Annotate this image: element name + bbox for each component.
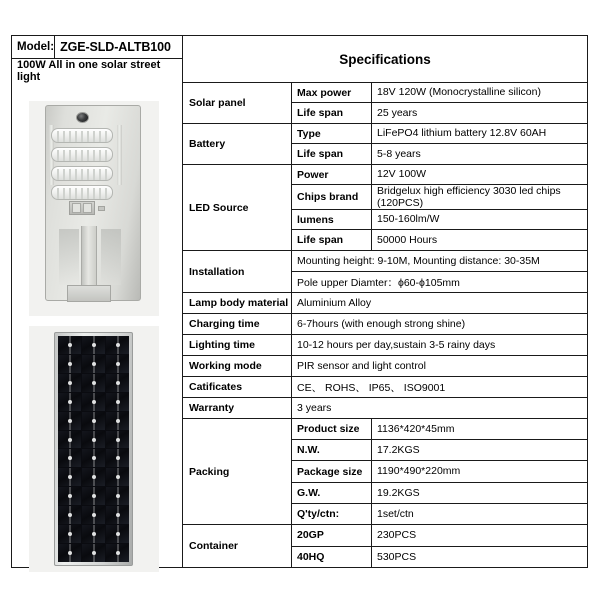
- row-value: 230PCS: [377, 529, 417, 542]
- row-value: Mounting height: 9-10M, Mounting distance: 30-35M: [297, 255, 540, 267]
- row-value: 12V 100W: [377, 168, 427, 181]
- table-row: [292, 293, 587, 313]
- model-block: [12, 36, 183, 83]
- led-module: [51, 166, 113, 181]
- table-row: [292, 504, 587, 524]
- table-header-band: [12, 36, 587, 83]
- row-value: 1136*420*45mm: [377, 423, 455, 436]
- row-value: 18V 120W (Monocrystalline silicon): [377, 86, 541, 99]
- pir-sensor-icon: [76, 112, 89, 123]
- group-label: Catificates: [183, 377, 292, 397]
- led-module: [51, 147, 113, 162]
- led-module: [51, 185, 113, 200]
- row-key: Life span: [292, 230, 372, 250]
- solar-panel-photo: [29, 326, 159, 572]
- heat-fin-right: [117, 125, 122, 185]
- table-row: [292, 83, 587, 103]
- model-row: [12, 36, 182, 59]
- table-body-band: [12, 83, 587, 567]
- row-value: 50000 Hours: [377, 233, 438, 246]
- control-box: [69, 201, 95, 215]
- table-row: [292, 398, 587, 418]
- row-key: 20GP: [292, 525, 372, 546]
- row-key: Product size: [292, 419, 372, 439]
- table-row: [292, 461, 587, 482]
- group-label: Working mode: [183, 356, 292, 376]
- table-row: [292, 251, 587, 272]
- spec-group-led-source: [183, 165, 587, 251]
- row-value: Bridgelux high efficiency 3030 led chips (120PCS): [377, 184, 561, 209]
- table-row: [292, 547, 587, 568]
- table-row: [292, 525, 587, 547]
- product-image-column: [12, 83, 183, 567]
- group-label: Solar panel: [183, 83, 292, 123]
- spec-group-container: [183, 525, 587, 568]
- row-value: [183, 568, 587, 588]
- spec-group-lighting-time: [183, 335, 587, 356]
- table-row: [292, 440, 587, 461]
- spec-group-packing: [183, 419, 587, 525]
- table-row: [292, 377, 587, 397]
- table-row: [292, 356, 587, 376]
- product-name-row: [12, 59, 182, 83]
- control-plate: [98, 206, 105, 211]
- row-value: 150-160lm/W: [377, 213, 440, 226]
- row-key: Chips brand: [292, 185, 372, 209]
- row-value: CE、 ROHS、 IP65、 ISO9001: [297, 381, 446, 394]
- row-value: 10-12 hours per day,sustain 3-5 rainy days: [297, 339, 496, 351]
- product-name: 100W All in one solar street light: [17, 59, 161, 83]
- led-module: [51, 128, 113, 143]
- mounting-bracket: [81, 226, 97, 288]
- table-row: [292, 483, 587, 504]
- row-key: G.W.: [292, 483, 372, 503]
- group-label: Battery: [183, 124, 292, 164]
- row-value: 3 years: [297, 402, 332, 414]
- street-light-photo: [29, 101, 159, 316]
- group-label: Container: [183, 525, 292, 567]
- table-row: [292, 272, 587, 292]
- table-row: [292, 124, 587, 144]
- lamp-brace-right: [101, 229, 121, 285]
- table-row: [183, 568, 587, 588]
- specifications-title: Specifications: [183, 36, 587, 83]
- row-key: N.W.: [292, 440, 372, 460]
- row-value: LiFePO4 lithium battery 12.8V 60AH: [377, 127, 547, 140]
- row-value: 19.2KGS: [377, 486, 420, 499]
- group-label: LED Source: [183, 165, 292, 250]
- spec-group-charging-time: [183, 314, 587, 335]
- row-value: Pole upper Diamter：ϕ60-ϕ105mm: [297, 276, 460, 289]
- group-label: Charging time: [183, 314, 292, 334]
- row-value: 1190*490*220mm: [377, 465, 461, 478]
- table-row: [292, 230, 587, 250]
- model-label: Model:: [12, 36, 55, 58]
- table-row: [292, 144, 587, 164]
- spec-group-battery: [183, 124, 587, 165]
- specification-rows: [183, 83, 587, 567]
- table-row: [292, 419, 587, 440]
- row-value: 5-8 years: [377, 147, 421, 160]
- group-label: Lamp body material: [183, 293, 292, 313]
- spec-group-installation: [183, 251, 587, 293]
- model-value: ZGE-SLD-ALTB100: [60, 40, 171, 54]
- row-key: Power: [292, 165, 372, 184]
- table-row: [292, 335, 587, 355]
- row-value: 6-7hours (with enough strong shine): [297, 318, 466, 330]
- row-value: 17.2KGS: [377, 444, 420, 457]
- spec-group-warranty: [183, 398, 587, 419]
- spec-group-certificates: [183, 377, 587, 398]
- row-value: 530PCS: [377, 550, 417, 563]
- row-key: Life span: [292, 144, 372, 164]
- group-label: Warranty: [183, 398, 292, 418]
- spec-group-lamp-body-material: [183, 293, 587, 314]
- spec-group-solar-panel: [183, 83, 587, 124]
- row-key: Type: [292, 124, 372, 143]
- group-label: Lighting time: [183, 335, 292, 355]
- row-value: 25 years: [377, 106, 418, 119]
- row-value: 1set/ctn: [377, 507, 414, 520]
- group-label: Packing: [183, 419, 292, 524]
- table-row: [292, 314, 587, 334]
- row-key: 40HQ: [292, 547, 372, 568]
- mounting-bracket-foot: [67, 285, 111, 302]
- solar-cell-grid: [58, 336, 129, 562]
- row-value: Aluminium Alloy: [297, 297, 372, 309]
- group-label: Installation: [183, 251, 292, 292]
- table-row: [292, 165, 587, 185]
- table-row: [292, 185, 587, 210]
- spec-group-empty: [183, 568, 587, 588]
- lamp-brace-left: [59, 229, 79, 285]
- row-key: lumens: [292, 210, 372, 229]
- row-key: Life span: [292, 103, 372, 123]
- table-row: [292, 210, 587, 230]
- specifications-table: [11, 35, 588, 568]
- row-key: Package size: [292, 461, 372, 481]
- row-key: Q'ty/ctn:: [292, 504, 372, 524]
- row-value: PIR sensor and light control: [297, 360, 426, 372]
- table-row: [292, 103, 587, 123]
- solar-panel-frame: [54, 332, 133, 566]
- spec-group-working-mode: [183, 356, 587, 377]
- row-key: Max power: [292, 83, 372, 102]
